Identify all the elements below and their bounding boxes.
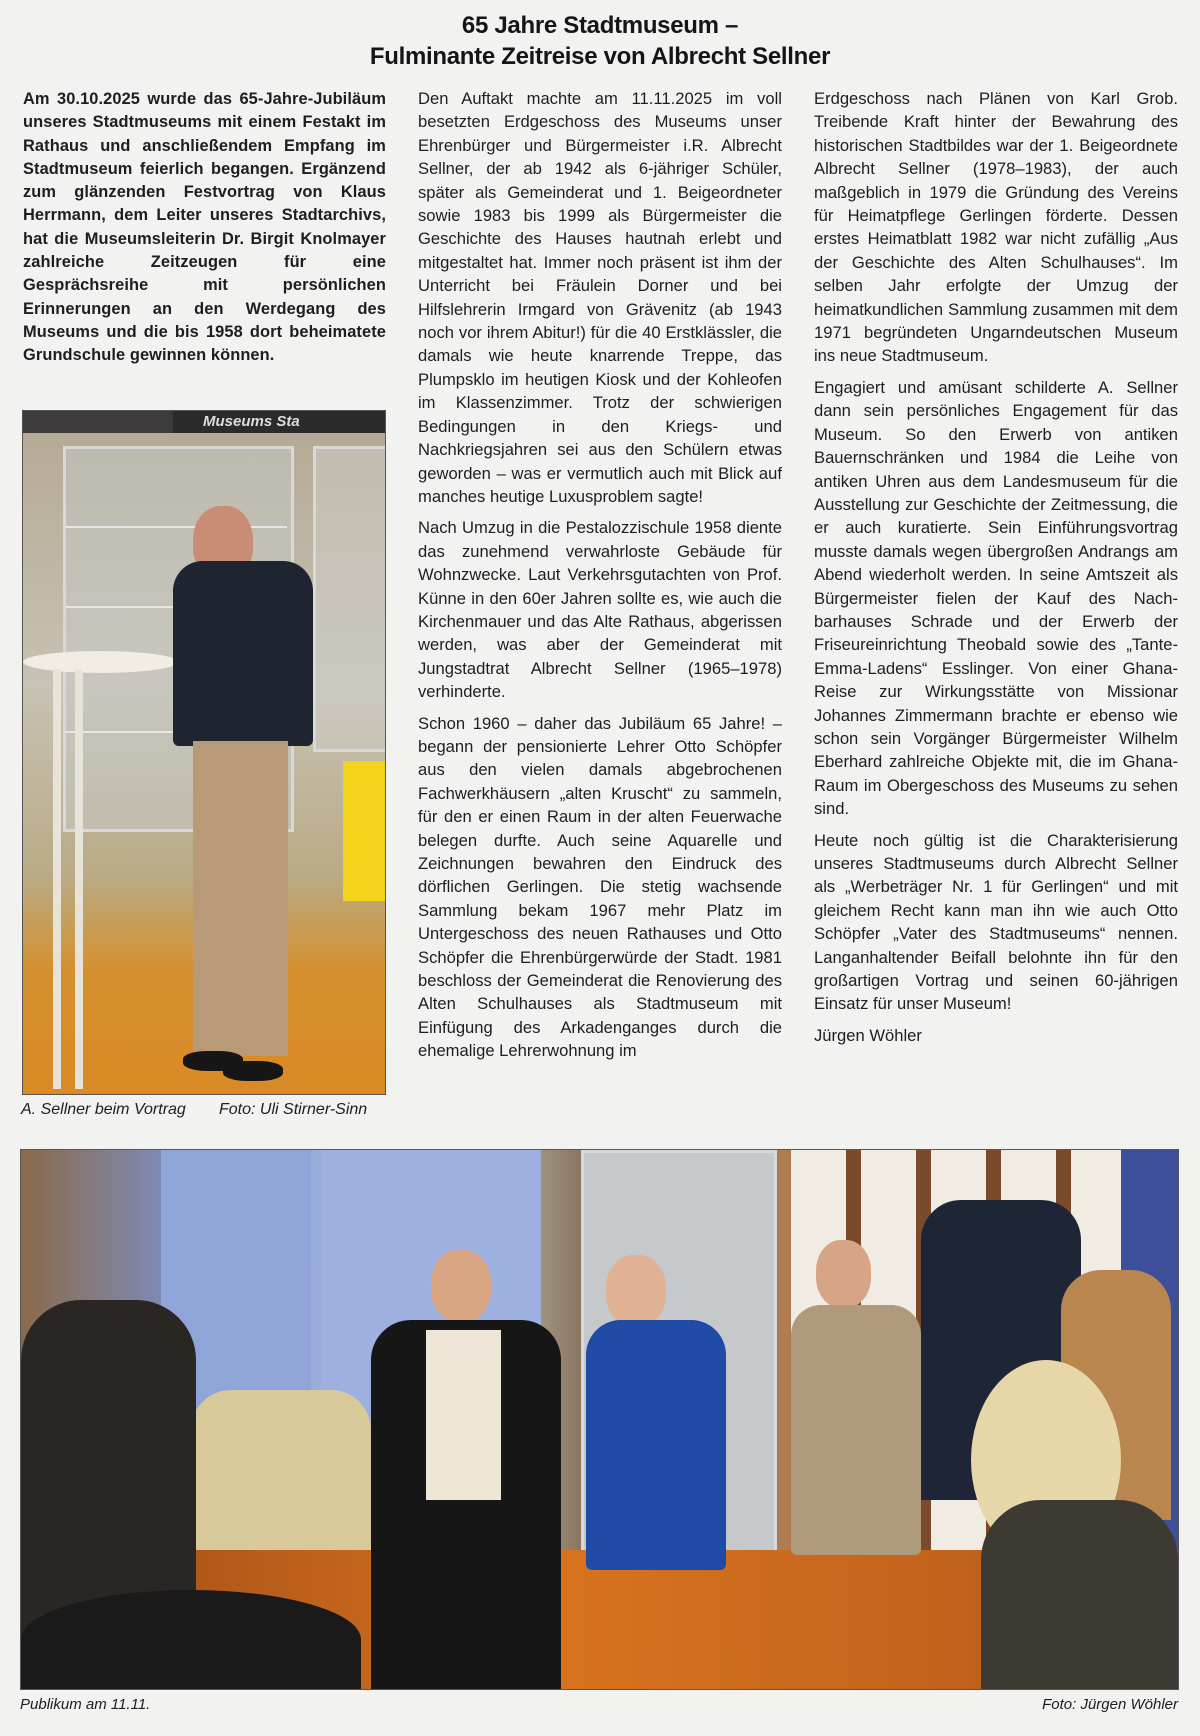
author-signature: Jürgen Wöhler bbox=[814, 1025, 922, 1045]
person-foreground-hair bbox=[21, 1590, 361, 1689]
bistro-table-top bbox=[23, 651, 178, 673]
paragraph: Engagiert und amüsant schilderte A. Sellner dann sein persönliches Engagement für das Museum. So den Erwerb von antiken Bauernschränken und 1984 die Leihe von antiken Uhren aus dem Landesmuseum für die Ausstellung zur Geschichte der Zeitmessung, die er auch kuratierte. Sein Einführungsvortrag musste damals wegen übergroßen Andrangs am Abend wiederholt werden. In seine Amtszeit als Bürgermeister fielen der Kauf des Nachbarhauses Schrade und der Erwerb der Friseureinrichtung Theobald sowie des „Tante-Emma-Ladens“ Esslinger. Von einer Ghana-Reise zur Wirkungsstätte von Missionar Johannes Zimmermann brachte er ebenso wie schon sein Vorgänger Bürgermeister Wilhelm Eberhard zahlreiche Objekte mit, die im Ghana-Raum im Obergeschoss des Museums zu sehen sind. bbox=[814, 377, 1178, 819]
column-3 bbox=[814, 87, 1178, 1055]
white-blouse bbox=[426, 1330, 501, 1500]
portrait-photo bbox=[22, 410, 386, 1095]
paragraph: Nach Umzug in die Pestalozzischule 1958 diente das zunehmend verwahrloste Gebäude für Wohnzwecke. Laut Verkehrsgutachten von Prof. Künne in den 60er Jahren sollte es, wie auch die Kirchenmauer und das Alte Rathaus, abgerissen werden, was aber der Gemeinderat mit Jungstadtrat Albrecht Sellner (1965–1978) verhinderte. bbox=[418, 518, 782, 702]
table-leg bbox=[75, 669, 83, 1089]
column-1 bbox=[23, 88, 386, 368]
man-beige-sweater bbox=[791, 1305, 921, 1555]
paragraph: Heute noch gültig ist die Charakterisierung unseres Stadtmuseums durch Albrecht Sellner als „Werbeträger Nr. 1 für Gerlingen“ und mit gleichem Recht kann man ihn wie auch Otto Schöpfer „Vater des Stadtmuseums“ nennen. Langanhaltender Beifall belohnte ihn für den großartigen Vortrag und seinen 60-jährigen Einsatz für unser Museum! bbox=[814, 830, 1178, 1014]
display-case-right bbox=[313, 446, 386, 752]
yellow-cloth bbox=[343, 761, 386, 901]
article-headline bbox=[0, 10, 1200, 72]
headline-line-2: Fulminante Zeitreise von Albrecht Sellner bbox=[369, 43, 831, 70]
table-leg bbox=[53, 669, 61, 1089]
speaker-trousers bbox=[193, 741, 288, 1056]
speaker-shoe bbox=[223, 1061, 283, 1081]
column-2 bbox=[418, 87, 782, 1071]
paragraph: Den Auftakt machte am 11.11.2025 im voll besetzten Erdgeschoss des Museums unser Ehrenbürger und Bürgermeister i.R. Albrecht Sellner, der ab 1942 als 6-jähriger Schüler, später als Gemeinderat und 1. Beigeordneter sowie 1983 bis 1999 als Bürgermeister die Geschichte des Hauses hautnah erlebt und mitgestaltet hat. Immer noch präsent ist ihm der Unterricht bei Fräulein Dorner und bei Hilfslehrerin Irmgard von Grävenitz (ab 1943 noch vor ihrem Abitur!) für die 40 Erstklässler, die damals wie heute knarrende Treppe, das Plumpsklo im heutigen Kiosk und der Kohleofen im Klassenzimmer. Trotz der schwierigen Bedingungen in den Kriegs- und Nachkriegsjahren sei aus den Schülern etwas geworden – was er vermutlich auch mit Blick auf manches heutige Luxusproblem sagte! bbox=[418, 89, 782, 506]
woman-blue-jacket bbox=[586, 1320, 726, 1570]
audience-credit: Foto: Jürgen Wöhler bbox=[1042, 1696, 1178, 1713]
portrait-caption: A. Sellner beim Vortrag bbox=[21, 1101, 186, 1118]
portrait-credit: Foto: Uli Stirner-Sinn bbox=[219, 1101, 368, 1118]
shelf bbox=[65, 526, 287, 528]
person-face bbox=[431, 1250, 491, 1322]
paragraph: Schon 1960 – daher das Jubiläum 65 Jahre! – begann der pensionierte Lehrer Otto Schöpfer aus den vielen damals abgebrochenen Fachwerkhäusern „alten Kruscht“ zu sammeln, für den er einen Raum in der alten Feuerwache belegen durfte. Auch seine Aquarelle und Zeichnungen bewahren den Eindruck des dörflichen Gerlingen. Die stetig wachsende Sammlung bekam 1967 mehr Platz im Untergeschoss des neuen Rathauses und Otto Schöpfer die Ehrenbürgerwürde der Stadt. 1981 beschloss der Gemeinderat die Renovierung des Alten Schulhauses als Stadtmuseum mit Einfügung des Arkadenganges durch die ehemalige Lehrerwohnung im bbox=[418, 713, 782, 1061]
audience-photo bbox=[20, 1149, 1179, 1690]
speaker-jacket bbox=[173, 561, 313, 746]
person-foreground-right bbox=[981, 1500, 1178, 1689]
museum-banner: Museums Sta bbox=[173, 411, 385, 433]
audience-caption: Publikum am 11.11. bbox=[20, 1696, 151, 1713]
headline-line-1: 65 Jahre Stadtmuseum – bbox=[461, 12, 739, 39]
person-face bbox=[816, 1240, 871, 1308]
paragraph: Erdgeschoss nach Plänen von Karl Grob. Treibende Kraft hinter der Bewahrung des historischen Stadtbildes war der 1. Beigeordnete Albrecht Sellner (1978–1983), der auch maßgeblich in 1979 die Gründung des Vereins für Heimatpflege Gerlingen förderte. Dessen erstes Heimatblatt 1982 war nicht zufällig „Aus der Geschichte des Alten Schulhauses“. Im selben Jahr erfolgte der Umzug der heimatkundlichen Sammlung zusammen mit dem 1971 begründeten Ungarndeutschen Museum ins neue Stadtmuseum. bbox=[814, 89, 1178, 366]
lead-paragraph: Am 30.10.2025 wurde das 65-Jahre-Jubiläum unseres Stadtmuseums mit einem Festakt im Rathaus und anschließendem Empfang im Stadtmuseum feierlich begangen. Ergänzend zum glänzenden Festvortrag von Klaus Herrmann, dem Leiter unseres Stadtarchivs, hat die Museumsleiterin Dr. Birgit Knolmayer zahlreiche Zeitzeugen für eine Gesprächsreihe mit persönlichen Erinnerungen an den Werdegang des Museums und die bis 1958 dort beheimatete Grundschule gewinnen können. bbox=[23, 90, 386, 365]
person-face bbox=[606, 1255, 666, 1327]
